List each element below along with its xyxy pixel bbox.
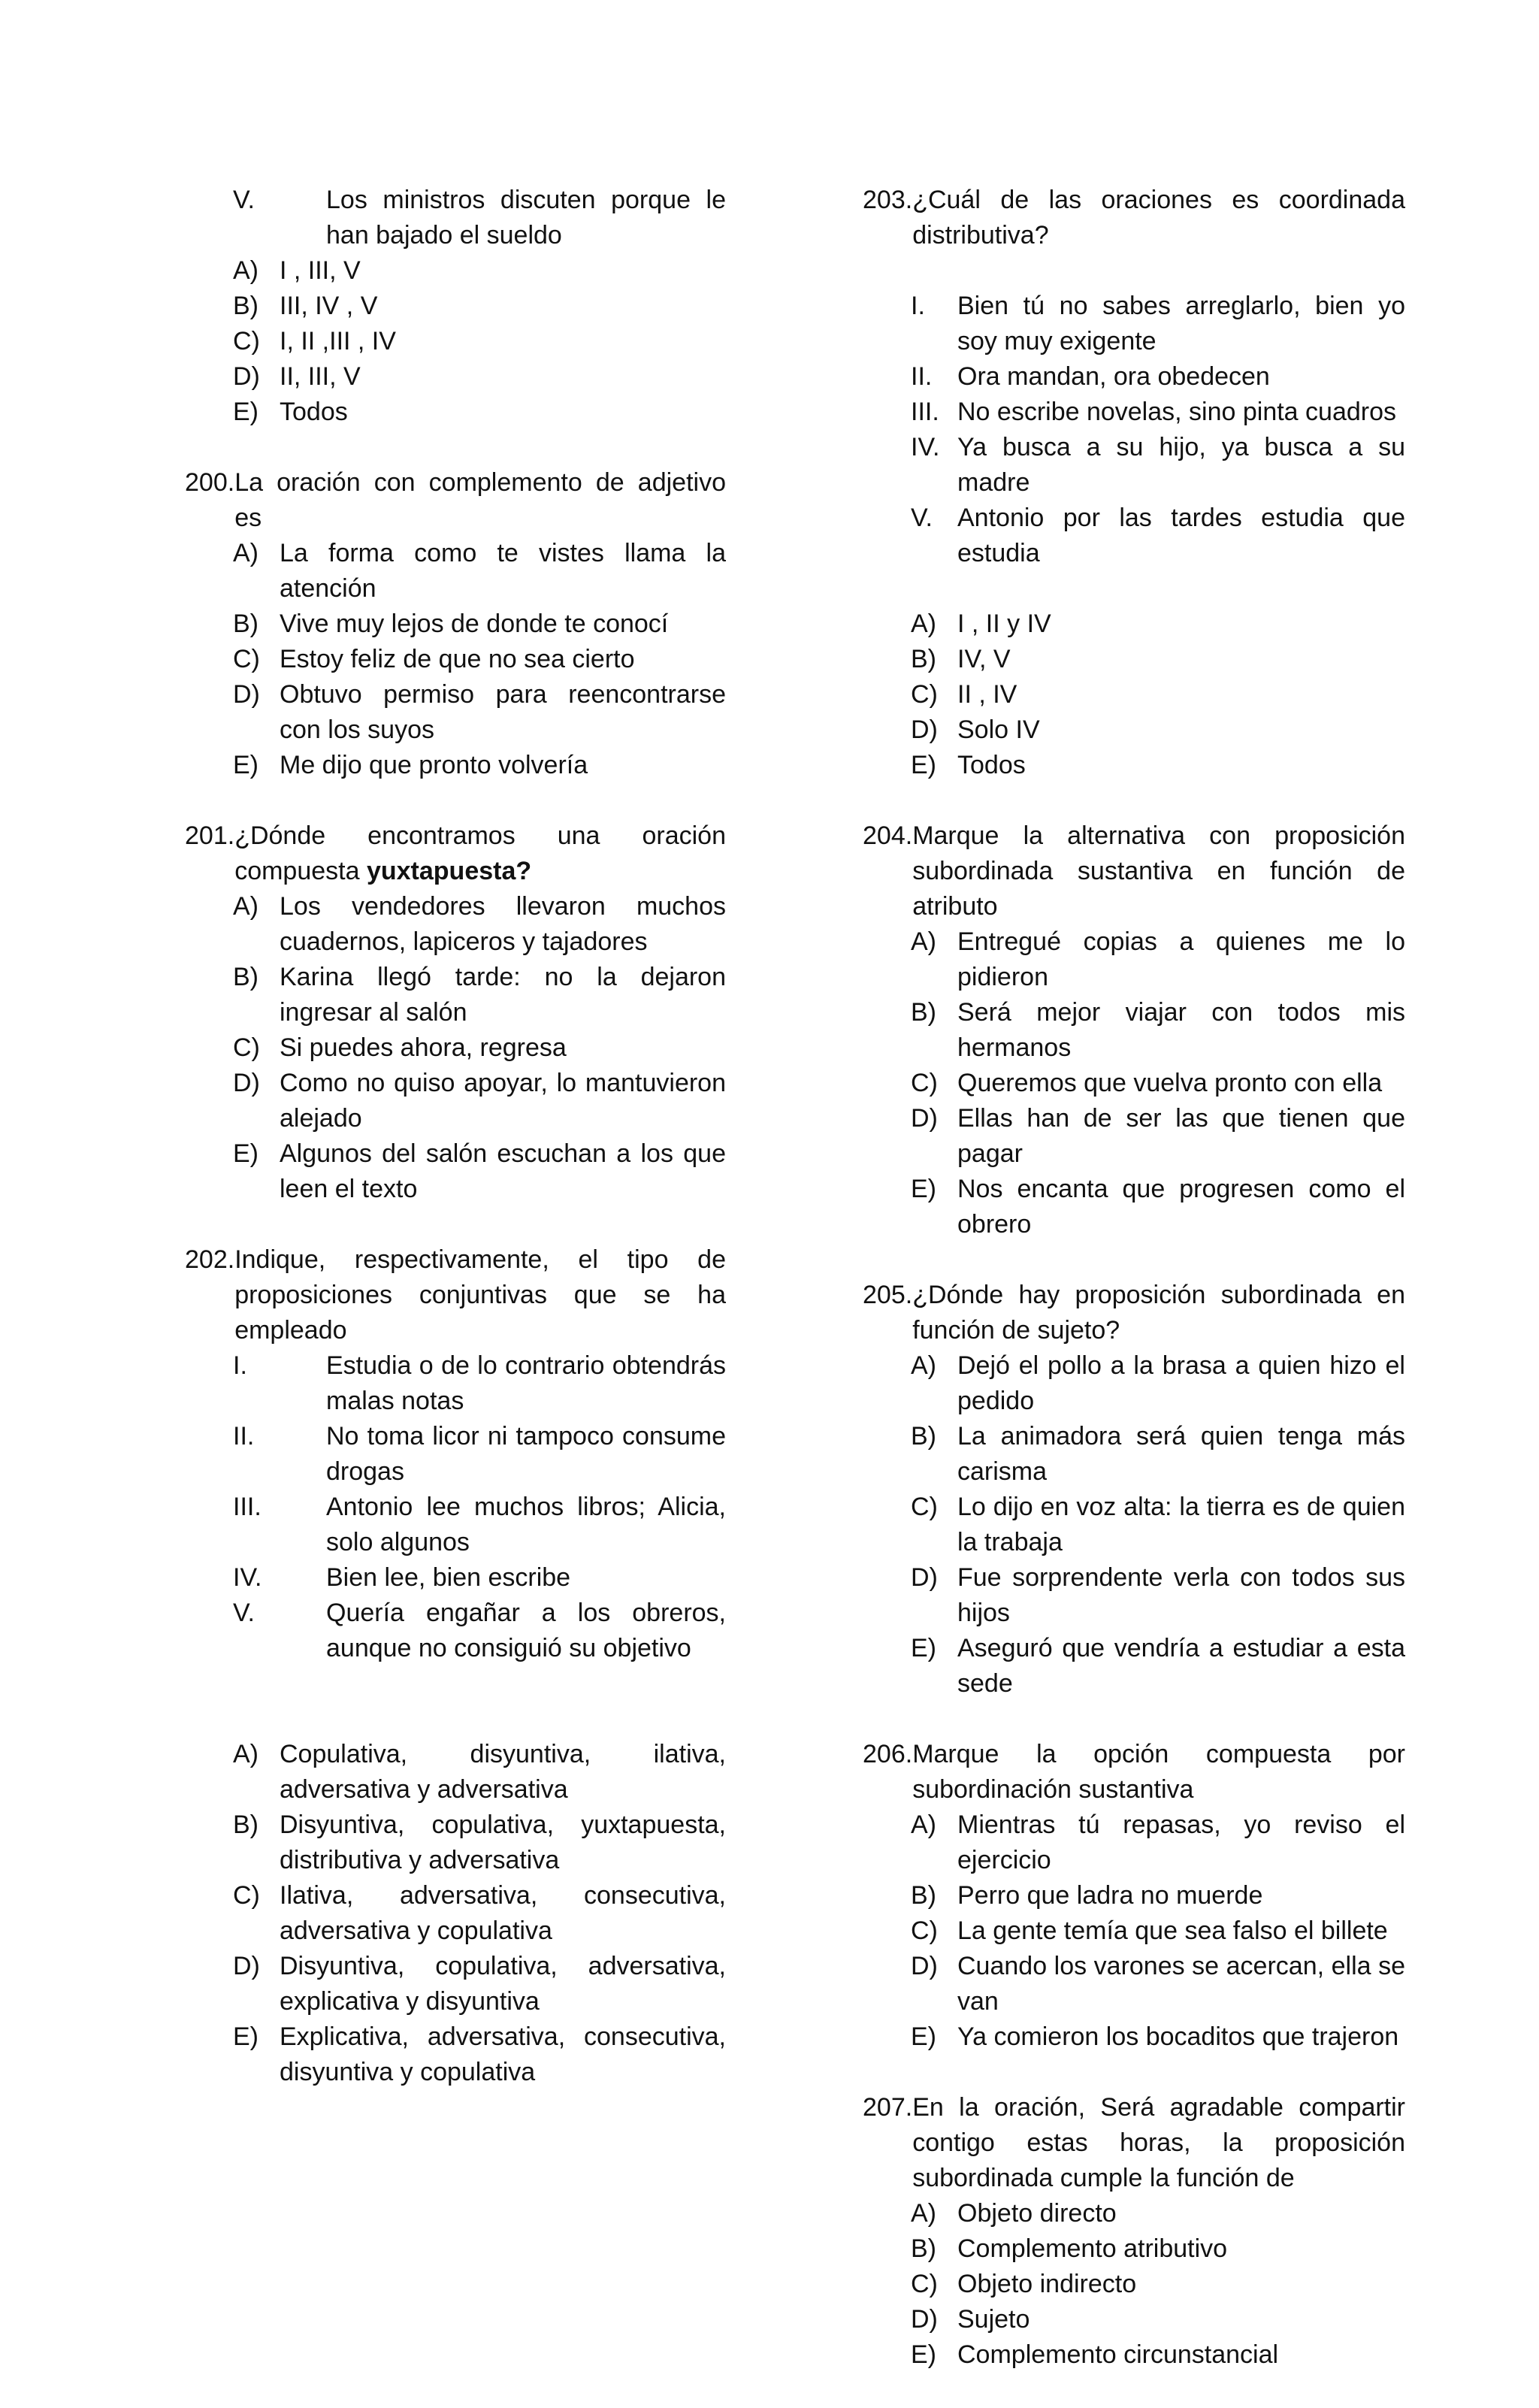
option-a[interactable] [863,1808,1405,1878]
question-stem [863,818,1405,924]
statement-label: IV. [911,433,940,461]
statement-label: I. [911,292,925,320]
option-label: B) [911,1422,936,1451]
option-label: E) [911,2022,936,2051]
option-label: D) [911,1563,938,1592]
question-202 [185,1242,726,2090]
question-stem [185,465,726,536]
option-label: B) [233,1811,259,1839]
option-text: Mientras tú repasas, yo reviso el ejercicio [957,1811,1405,1874]
question-number: 204. [863,821,913,850]
statement-text: Ora mandan, ora obedecen [957,362,1270,391]
question-number: 203. [863,186,913,214]
statement-text: No toma licor ni tampoco consume drogas [326,1422,726,1486]
option-text: II , IV [957,680,1017,709]
option-label: A) [233,256,259,285]
option-list [185,536,726,783]
option-d[interactable] [185,1949,726,2019]
spacer [185,1666,726,1737]
option-label: C) [233,645,260,673]
option-label: A) [233,892,259,921]
option-e[interactable] [185,1136,726,1207]
question-201 [185,818,726,1207]
statement-label: II. [911,362,933,391]
option-a[interactable] [863,2196,1405,2231]
option-c[interactable] [185,1878,726,1949]
option-text: Todos [280,398,348,426]
option-text: Queremos que vuelva pronto con ella [957,1069,1383,1097]
option-text: Nos encanta que progresen como el obrero [957,1175,1405,1239]
option-text: Perro que ladra no muerde [957,1881,1263,1910]
question-206 [863,1737,1405,2055]
option-text: Lo dijo en voz alta: la tierra es de quien la trabaja [957,1493,1405,1556]
option-text: Será mejor viajar con todos mis hermanos [957,998,1405,1062]
option-text: Vive muy lejos de donde te conocí [280,610,669,638]
option-label: A) [911,1811,936,1839]
option-b[interactable] [863,1419,1405,1490]
option-list [863,2196,1405,2373]
question-stem [863,1278,1405,1348]
question-text: ¿Dónde hay proposición subordinada en función de sujeto? [912,1281,1405,1345]
option-label: B) [233,292,259,320]
option-b[interactable] [185,607,726,642]
option-label: E) [233,751,259,779]
option-c[interactable] [863,1913,1405,1949]
option-text: Algunos del salón escuchan a los que leen el texto [280,1139,726,1203]
question-204 [863,818,1405,1242]
option-label: E) [911,1634,936,1662]
question-number: 200. [185,468,235,497]
question-199-continuation [185,183,726,430]
question-207 [863,2090,1405,2373]
option-text: Solo IV [957,715,1040,744]
option-c[interactable] [185,324,726,359]
option-text: Si puedes ahora, regresa [280,1033,567,1062]
question-text: La oración con complemento de adjetivo es [234,468,726,532]
option-text: Ellas han de ser las que tienen que pagar [957,1104,1405,1168]
option-text: I , III, V [280,256,361,285]
option-c[interactable] [863,1490,1405,1560]
option-a[interactable] [863,1348,1405,1419]
option-label: E) [911,751,936,779]
statement-label: V. [911,504,933,532]
option-label: E) [233,2022,259,2051]
option-label: B) [911,2234,936,2263]
option-e[interactable] [863,1631,1405,1702]
option-text: Ya comieron los bocaditos que trajeron [957,2022,1399,2051]
spacer [863,571,1405,607]
option-text: La animadora será quien tenga más carisma [957,1422,1405,1486]
option-e[interactable] [185,395,726,430]
option-d[interactable] [185,1066,726,1136]
statement-item [863,501,1405,571]
option-e[interactable] [863,748,1405,783]
question-stem [863,183,1405,253]
option-label: D) [911,1952,938,1980]
option-list [185,253,726,430]
option-list [863,1348,1405,1702]
option-label: B) [911,1881,936,1910]
option-text: Dejó el pollo a la brasa a quien hizo el pedido [957,1351,1405,1415]
option-label: D) [911,715,938,744]
option-label: D) [233,362,260,391]
option-d[interactable] [185,677,726,748]
option-text: Objeto indirecto [957,2270,1137,2298]
statement-text: Bien tú no sabes arreglarlo, bien yo soy muy exigente [957,292,1405,355]
option-label: A) [233,1740,259,1768]
statement-label: II. [233,1422,255,1451]
statement-item [185,1490,726,1560]
option-text: Obtuvo permiso para reencontrarse con los suyos [280,680,726,744]
question-text: Indique, respectivamente, el tipo de proposiciones conjuntivas que se ha empleado [234,1245,726,1345]
option-b[interactable] [863,995,1405,1066]
option-a[interactable] [185,889,726,960]
option-text: Ilativa, adversativa, consecutiva, adversativa y copulativa [280,1881,726,1945]
option-label: D) [911,1104,938,1133]
option-e[interactable] [185,748,726,783]
option-text: III, IV , V [280,292,378,320]
statement-list [863,289,1405,571]
option-c[interactable] [185,1030,726,1066]
option-text: Cuando los varones se acercan, ella se van [957,1952,1405,2016]
statement-text: Estudia o de lo contrario obtendrás malas notas [326,1351,726,1415]
statement-item [185,1596,726,1666]
option-label: D) [233,680,260,709]
option-text: Disyuntiva, copulativa, adversativa, explicativa y disyuntiva [280,1952,726,2016]
option-b[interactable] [863,1878,1405,1913]
option-label: C) [911,1493,938,1521]
option-label: B) [233,963,259,991]
option-b[interactable] [185,1808,726,1878]
option-text: Complemento atributivo [957,2234,1228,2263]
statement-list [185,183,726,253]
option-b[interactable] [863,2231,1405,2267]
option-a[interactable] [185,536,726,607]
option-c[interactable] [185,642,726,677]
option-e[interactable] [863,2337,1405,2373]
option-list [185,889,726,1207]
option-label: E) [911,2340,936,2369]
question-stem [185,818,726,889]
spacer [863,253,1405,289]
option-text: Los vendedores llevaron muchos cuadernos, lapiceros y tajadores [280,892,726,956]
option-c[interactable] [863,1066,1405,1101]
option-label: C) [911,1916,938,1945]
option-label: E) [233,398,259,426]
statement-label: V. [233,186,255,214]
option-list [185,1737,726,2090]
statement-text: Antonio por las tardes estudia que estudia [957,504,1405,567]
option-list [863,607,1405,783]
question-text-main: ¿Dónde encontramos una oración compuesta [234,821,726,885]
option-text: Entregué copias a quienes me lo pidieron [957,927,1405,991]
option-text: Copulativa, disyuntiva, ilativa, adversativa y adversativa [280,1740,726,1804]
question-text: Marque la alternativa con proposición subordinada sustantiva en función de atributo [912,821,1405,921]
option-label: C) [911,680,938,709]
option-a[interactable] [863,924,1405,995]
option-text: Explicativa, adversativa, consecutiva, disyuntiva y copulativa [280,2022,726,2086]
option-label: B) [233,610,259,638]
option-text: Objeto directo [957,2199,1117,2228]
option-d[interactable] [185,359,726,395]
statement-item [185,1348,726,1419]
option-text: Complemento circunstancial [957,2340,1279,2369]
option-label: D) [233,1952,260,1980]
option-text: La forma como te vistes llama la atención [280,539,726,603]
statement-label: III. [911,398,939,426]
question-number: 205. [863,1281,913,1309]
option-list [863,1808,1405,2055]
option-label: C) [911,1069,938,1097]
option-text: Karina llegó tarde: no la dejaron ingresar al salón [280,963,726,1027]
option-label: B) [911,645,936,673]
statement-text: Bien lee, bien escribe [326,1563,571,1592]
option-text: Disyuntiva, copulativa, yuxtapuesta, distributiva y adversativa [280,1811,726,1874]
question-text: Marque la opción compuesta por subordinación sustantiva [912,1740,1405,1804]
option-d[interactable] [863,1560,1405,1631]
option-text: Sujeto [957,2305,1030,2334]
statement-item [863,359,1405,395]
option-text: Todos [957,751,1026,779]
option-e[interactable] [185,2019,726,2090]
option-b[interactable] [185,960,726,1030]
statement-item [863,430,1405,501]
option-d[interactable] [863,1949,1405,2019]
question-text: ¿Cuál de las oraciones es coordinada distributiva? [912,186,1405,250]
question-stem [863,1737,1405,1808]
statement-label: I. [233,1351,247,1380]
option-a[interactable] [185,1737,726,1808]
statement-label: III. [233,1493,262,1521]
option-e[interactable] [863,2019,1405,2055]
option-label: C) [911,2270,938,2298]
statement-item [863,289,1405,359]
option-d[interactable] [863,2302,1405,2337]
option-d[interactable] [863,712,1405,748]
option-text: Estoy feliz de que no sea cierto [280,645,635,673]
statement-item [185,1560,726,1596]
option-text: IV, V [957,645,1011,673]
option-b[interactable] [863,642,1405,677]
statement-text: Los ministros discuten porque le han bajado el sueldo [326,186,726,250]
statement-label: IV. [233,1563,262,1592]
statement-item [863,395,1405,430]
option-text: I , II y IV [957,610,1051,638]
option-c[interactable] [863,677,1405,712]
statement-text: No escribe novelas, sino pinta cuadros [957,398,1396,426]
option-b[interactable] [185,289,726,324]
option-label: A) [233,539,259,567]
option-label: E) [233,1139,259,1168]
question-stem [185,1242,726,1348]
option-label: D) [233,1069,260,1097]
question-text [234,818,726,889]
option-e[interactable] [863,1172,1405,1242]
statement-text: Antonio lee muchos libros; Alicia, solo algunos [326,1493,726,1556]
option-d[interactable] [863,1101,1405,1172]
option-text: I, II ,III , IV [280,327,396,355]
option-a[interactable] [863,607,1405,642]
statement-label: V. [233,1599,255,1627]
left-column [185,183,726,2125]
option-label: C) [233,1033,260,1062]
option-label: A) [911,927,936,956]
question-number: 201. [185,821,235,850]
option-text: Aseguró que vendría a estudiar a esta sede [957,1634,1405,1698]
question-number: 207. [863,2093,913,2122]
statement-text: Quería engañar a los obreros, aunque no consiguió su objetivo [326,1599,726,1662]
question-text-bold: yuxtapuesta? [366,857,532,885]
question-number: 206. [863,1740,913,1768]
question-203 [863,183,1405,783]
option-label: A) [911,610,936,638]
statement-text: Ya busca a su hijo, ya busca a su madre [957,433,1405,497]
option-label: C) [233,1881,260,1910]
question-205 [863,1278,1405,1702]
option-text: II, III, V [280,362,361,391]
option-text: Me dijo que pronto volvería [280,751,588,779]
option-label: E) [911,1175,936,1203]
right-column [863,183,1405,2408]
statement-item [185,183,726,253]
statement-list [185,1348,726,1666]
question-number: 202. [185,1245,235,1274]
option-text: Fue sorprendente verla con todos sus hijos [957,1563,1405,1627]
option-label: A) [911,1351,936,1380]
option-label: C) [233,327,260,355]
question-text: En la oración, Será agradable compartir contigo estas horas, la proposición subordinada cumple la función de [912,2093,1405,2192]
option-label: B) [911,998,936,1027]
option-text: Como no quiso apoyar, lo mantuvieron alejado [280,1069,726,1133]
option-c[interactable] [863,2267,1405,2302]
option-label: D) [911,2305,938,2334]
option-label: A) [911,2199,936,2228]
question-stem [863,2090,1405,2196]
statement-item [185,1419,726,1490]
option-a[interactable] [185,253,726,289]
question-200 [185,465,726,783]
option-text: La gente temía que sea falso el billete [957,1916,1388,1945]
option-list [863,924,1405,1242]
